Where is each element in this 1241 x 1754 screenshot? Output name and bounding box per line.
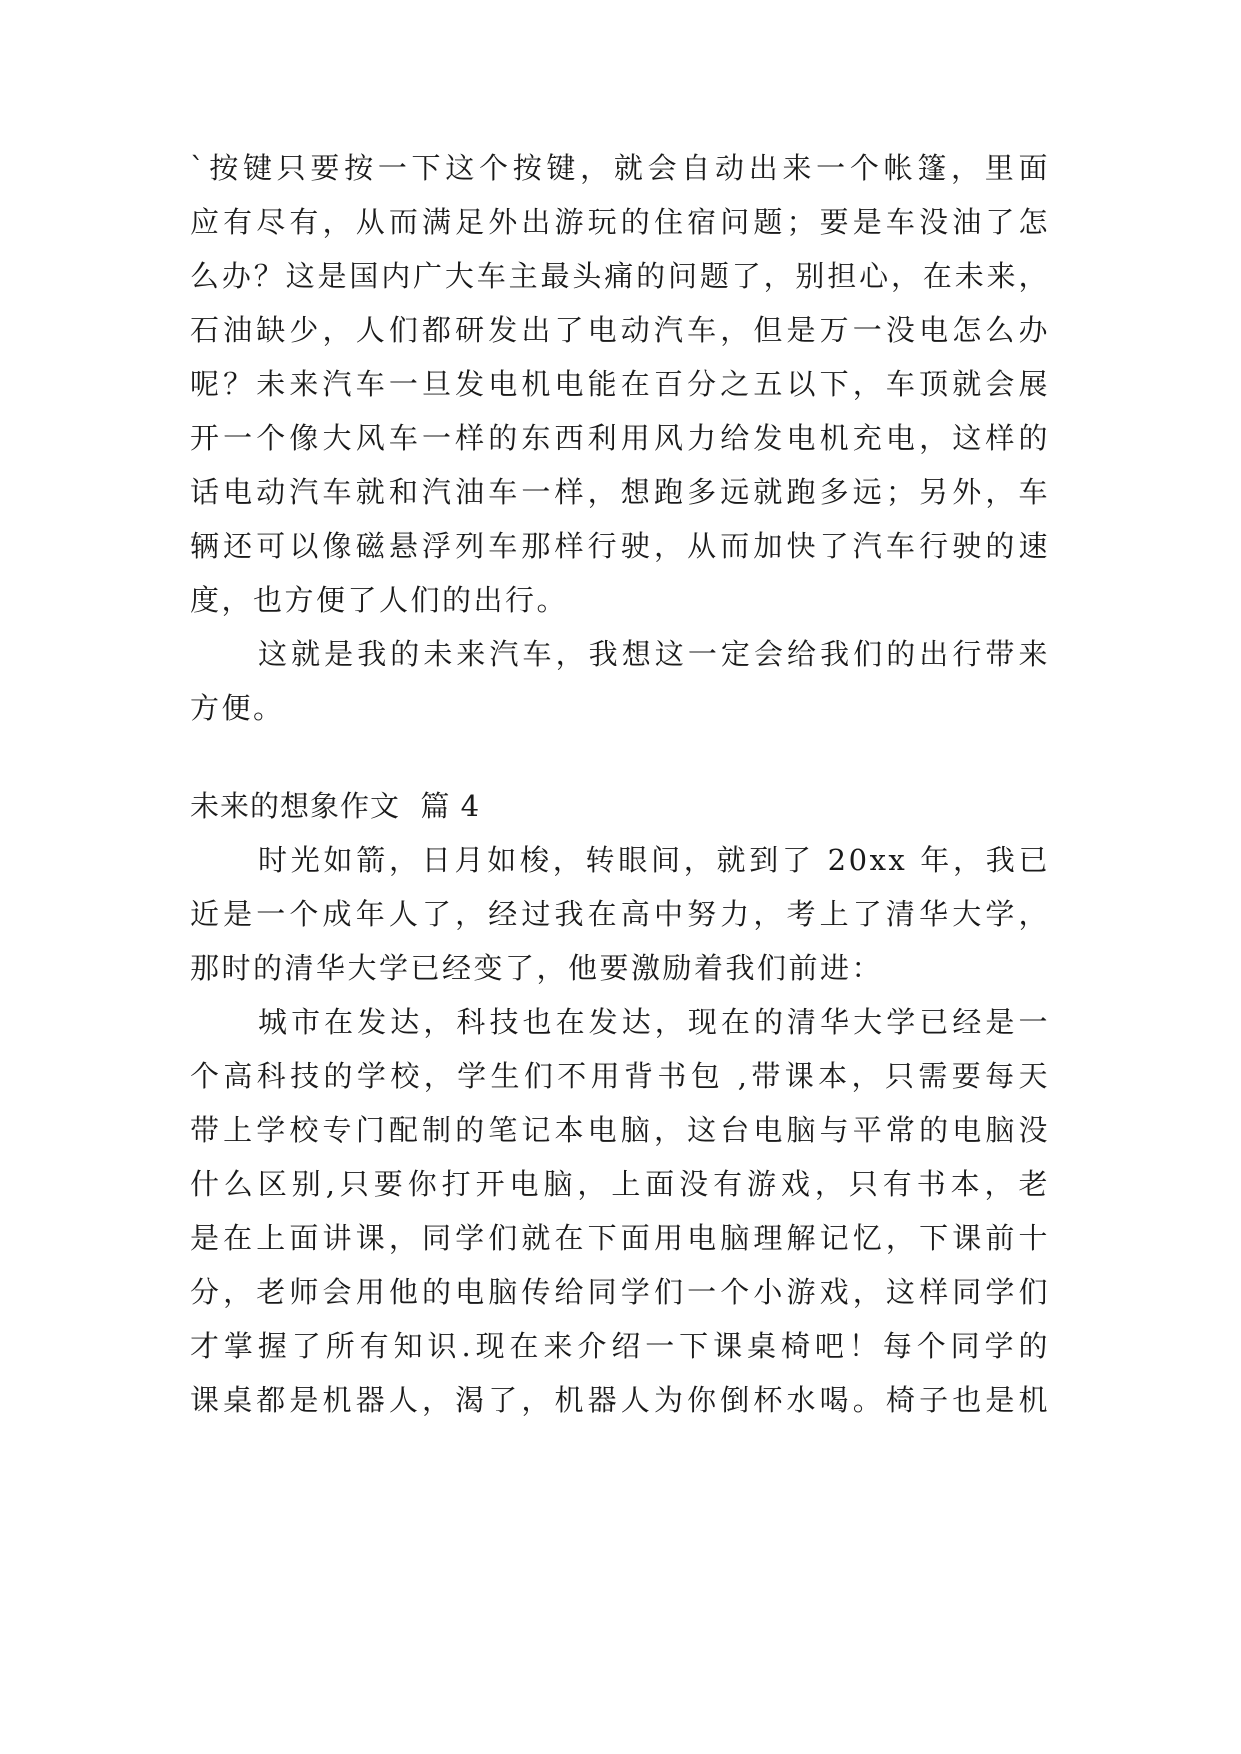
text-line: 辆还可以像磁悬浮列车那样行驶，从而加快了汽车行驶的速 bbox=[190, 529, 1050, 563]
text-line: 课桌都是机器人，渴了，机器人为你倒杯水喝。椅子也是机 bbox=[190, 1383, 1050, 1417]
text-line: 这就是我的未来汽车，我想这一定会给我们的出行带来 bbox=[258, 637, 1050, 671]
text-line: 分，老师会用他的电脑传给同学们一个小游戏，这样同学们 bbox=[190, 1275, 1050, 1309]
text-line: 度，也方便了人们的出行。 bbox=[190, 583, 569, 617]
text-line: 时光如箭，日月如梭，转眼间，就到了 20xx 年，我已 bbox=[258, 843, 1050, 877]
essay-heading: 未来的想象作文 篇 4 bbox=[190, 789, 481, 823]
text-line: 应有尽有，从而满足外出游玩的住宿问题；要是车没油了怎 bbox=[190, 205, 1050, 239]
text-line: 什么区别,只要你打开电脑，上面没有游戏，只有书本，老 bbox=[190, 1167, 1050, 1201]
text-line: 呢？未来汽车一旦发电机电能在百分之五以下，车顶就会展 bbox=[190, 367, 1050, 401]
text-line: `按键只要按一下这个按键，就会自动出来一个帐篷，里面 bbox=[190, 151, 1050, 185]
text-line: 方便。 bbox=[190, 691, 285, 725]
text-line: 那时的清华大学已经变了，他要激励着我们前进： bbox=[190, 951, 884, 985]
text-line: 么办？这是国内广大车主最头痛的问题了，别担心，在未来， bbox=[190, 259, 1050, 293]
text-line: 石油缺少，人们都研发出了电动汽车，但是万一没电怎么办 bbox=[190, 313, 1050, 347]
text-line: 个高科技的学校，学生们不用背书包 ,带课本，只需要每天 bbox=[190, 1059, 1050, 1093]
text-line: 开一个像大风车一样的东西利用风力给发电机充电，这样的 bbox=[190, 421, 1050, 455]
text-line: 才掌握了所有知识.现在来介绍一下课桌椅吧！每个同学的 bbox=[190, 1329, 1050, 1363]
text-line: 带上学校专门配制的笔记本电脑，这台电脑与平常的电脑没 bbox=[190, 1113, 1050, 1147]
text-line: 是在上面讲课，同学们就在下面用电脑理解记忆，下课前十 bbox=[190, 1221, 1050, 1255]
text-line: 城市在发达，科技也在发达，现在的清华大学已经是一 bbox=[258, 1005, 1050, 1039]
text-line: 话电动汽车就和汽油车一样，想跑多远就跑多远；另外，车 bbox=[190, 475, 1050, 509]
text-line: 近是一个成年人了，经过我在高中努力，考上了清华大学， bbox=[190, 897, 1050, 931]
